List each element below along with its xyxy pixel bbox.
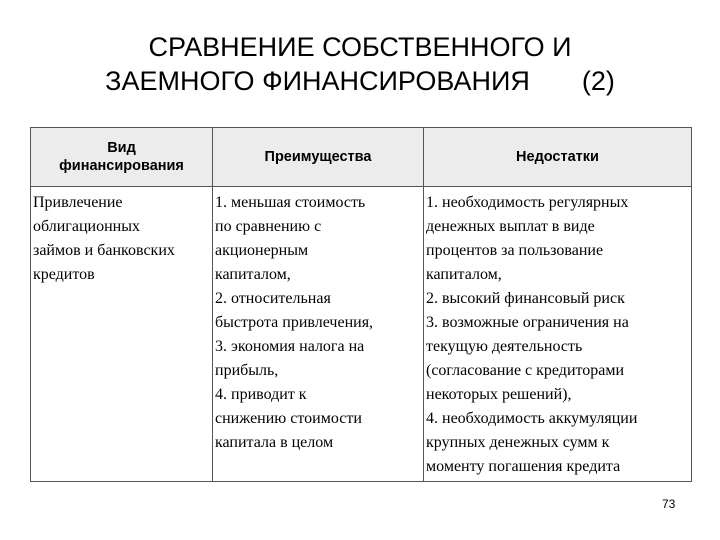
cell-disadvantages <box>424 187 692 482</box>
title-line-1: СРАВНЕНИЕ СОБСТВЕННОГО И <box>148 32 572 62</box>
table-row <box>31 187 692 482</box>
header-disadvantages: Недостатки <box>424 128 692 187</box>
cell-line: 1. меньшая стоимость <box>215 194 366 211</box>
cell-line: текущую деятельность <box>426 338 583 355</box>
cell-line: акционерным <box>215 242 309 259</box>
cell-line: быстрота привлечения, <box>215 314 374 331</box>
cell-line: процентов за пользование <box>426 242 604 259</box>
cell-line: по сравнению с <box>215 218 322 235</box>
cell-line: облигационных <box>33 218 140 235</box>
cell-line: прибыль, <box>215 362 279 379</box>
cell-advantages <box>213 187 424 482</box>
cell-line: 4. необходимость аккумуляции <box>426 410 638 427</box>
cell-line: некоторых решений), <box>426 386 572 403</box>
cell-line: кредитов <box>33 266 95 283</box>
title-line-2-text: ЗАЕМНОГО ФИНАНСИРОВАНИЯ <box>105 66 530 96</box>
cell-line: 1. необходимость регулярных <box>426 194 629 211</box>
cell-line: денежных выплат в виде <box>426 218 595 235</box>
cell-line: 2. относительная <box>215 290 331 307</box>
comparison-table <box>30 127 692 482</box>
title-part-number: (2) <box>581 66 615 96</box>
cell-line: займов и банковских <box>33 242 175 259</box>
table-header-row <box>31 128 692 187</box>
title-line-2 <box>60 64 660 98</box>
header-advantages: Преимущества <box>213 128 424 187</box>
cell-line: (согласование с кредиторами <box>426 362 625 379</box>
cell-line: снижению стоимости <box>215 410 362 427</box>
header-financing-type <box>31 128 213 187</box>
cell-line: моменту погашения кредита <box>426 458 621 475</box>
cell-line: капитала в целом <box>215 434 334 451</box>
cell-line: капиталом, <box>426 266 502 283</box>
cell-line: крупных денежных сумм к <box>426 434 610 451</box>
cell-line: капиталом, <box>215 266 291 283</box>
header-type-line: финансирования <box>59 158 184 174</box>
cell-line: 2. высокий финансовый риск <box>426 290 625 307</box>
header-type-line: Вид <box>107 140 136 156</box>
cell-line: 3. возможные ограничения на <box>426 314 629 331</box>
slide-title <box>60 30 660 98</box>
page-number: 73 <box>662 497 676 511</box>
cell-financing-type <box>31 187 213 482</box>
cell-line: 3. экономия налога на <box>215 338 365 355</box>
cell-line: Привлечение <box>33 194 123 211</box>
cell-line: 4. приводит к <box>215 386 307 403</box>
